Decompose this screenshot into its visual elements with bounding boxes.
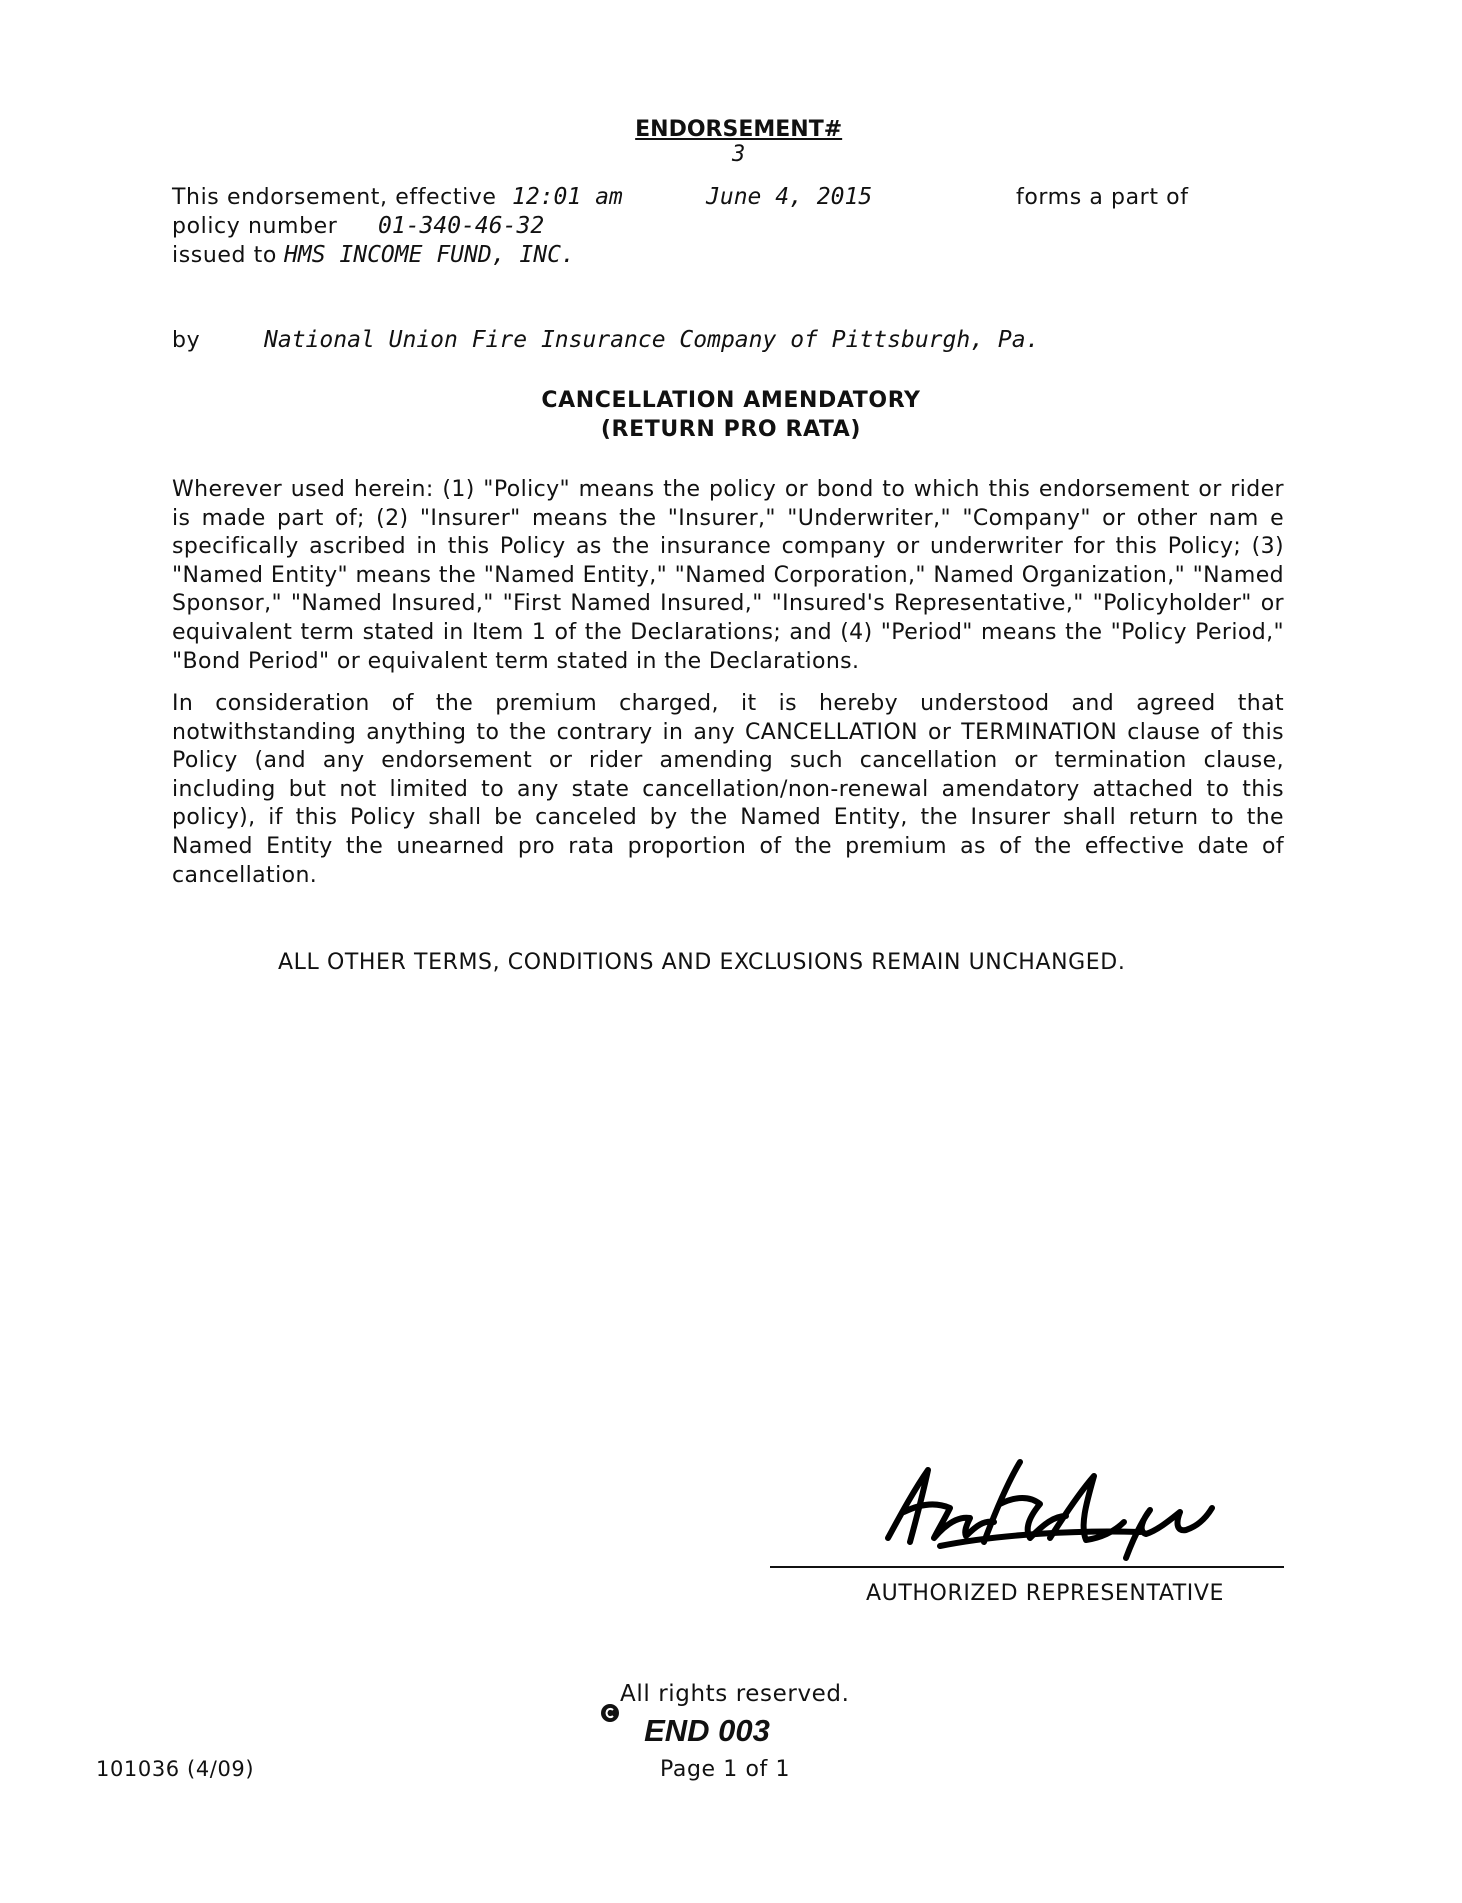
policy-number-label: policy number [172,214,338,239]
closing-statement: ALL OTHER TERMS, CONDITIONS AND EXCLUSIONS REMAIN UNCHANGED. [278,950,1126,975]
rights-reserved: All rights reserved. [620,1681,850,1707]
effective-lead: This endorsement, effective [172,185,497,210]
effective-time: 12:01 am [512,184,623,210]
policy-number: 01-340-46-32 [378,213,545,239]
insurer-name: National Union Fire Insurance Company of Pittsburgh, Pa. [264,327,1040,353]
insured-name: HMS INCOME FUND, INC. [284,242,575,268]
signature-line [770,1566,1284,1568]
heading-line-1: CANCELLATION AMENDATORY [541,388,921,413]
endorsement-title [0,92,1462,167]
page-indicator: Page 1 of 1 [660,1757,791,1782]
cancellation-paragraph: In consideration of the premium charged, it is hereby understood and agreed that notwithstanding anything to the contrary in any CANCELLATION or TERMINATION clause of this Policy (and any endorsement or rider amending such cancellation or termination clause, including but not limited to any state cancellation/non-renewal amendatory attached to this policy), if this Policy shall be canceled by the Named Entity, the Insurer shall return to the Named Entity the unearned pro rata proportion of the premium as of the effective date of cancellation. [172,691,1284,888]
form-code: END 003 [644,1713,770,1748]
effective-tail: forms a part of [1016,185,1189,210]
issued-to-label: issued to [172,243,277,268]
effective-date: June 4, 2015 [706,184,873,210]
by-label: by [172,328,201,353]
endorsement-number: 3 [732,142,746,167]
heading-line-2: (RETURN PRO RATA) [600,417,862,442]
endorsement-label: ENDORSEMENT# [635,117,843,142]
signature-label: AUTHORIZED REPRESENTATIVE [866,1581,1225,1606]
definitions-paragraph: Wherever used herein: (1) "Policy" means the policy or bond to which this endorsement or rider is made part of; (2) "Insurer" means the "Insurer," "Underwriter," "Company" or other nam e specifically ascribed in this Policy as the insurance company or underwriter for this Policy; (3) "Named Entity" means the "Named Entity," "Named Corporation," Named Organization," "Named Sponsor," "Named Insured," "First Named Insured," "Insured's Representative," "Policyholder" or equivalent term stated in Item 1 of the Declarations; and (4) "Period" means the "Policy Period," "Bond Period" or equivalent term stated in the Declarations. [172,477,1284,674]
copyright-icon [590,1684,610,1704]
form-number: 101036 (4/09) [96,1757,255,1781]
handwritten-signature [880,1446,1220,1566]
